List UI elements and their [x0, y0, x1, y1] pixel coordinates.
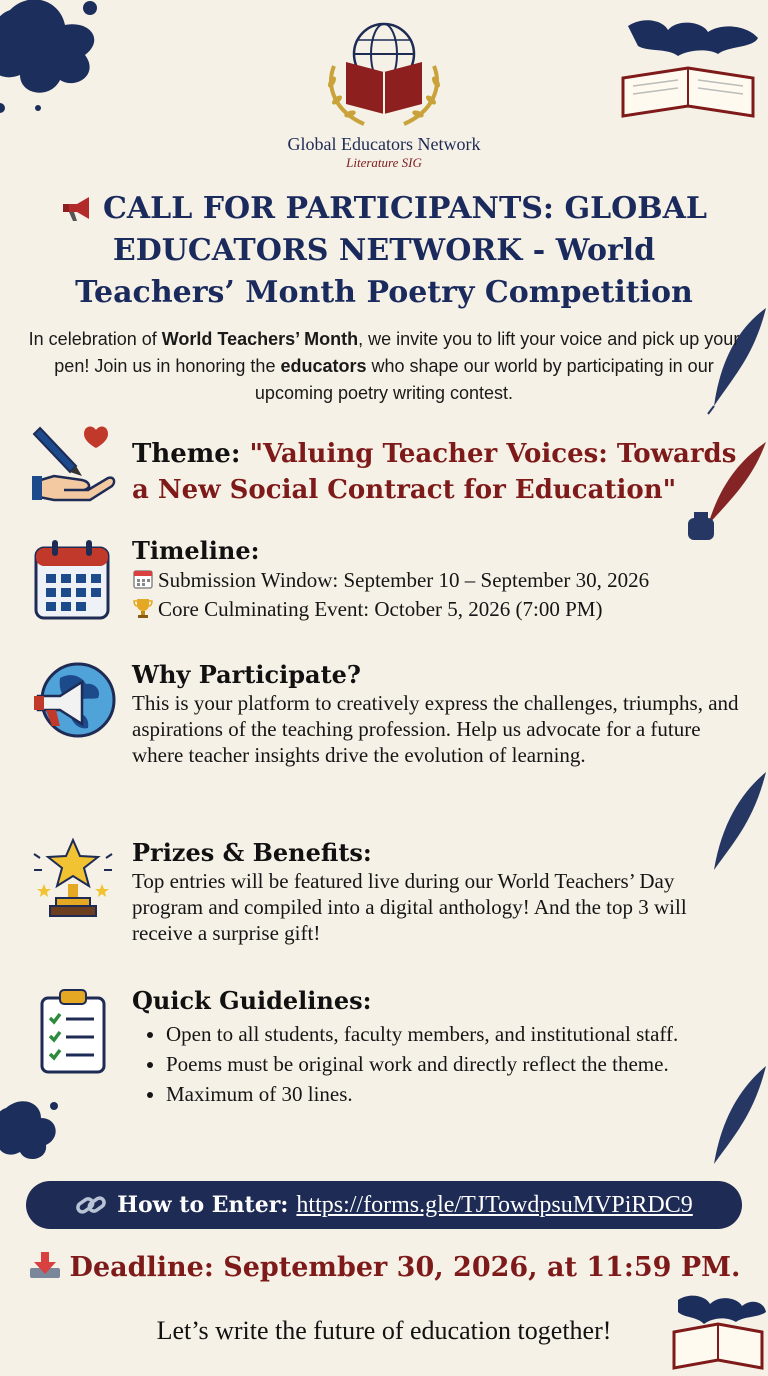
- how-to-enter-label: How to Enter:: [117, 1192, 289, 1218]
- intro-bold-1: World Teachers’ Month: [161, 329, 359, 349]
- how-to-enter-bar: [26, 1181, 742, 1229]
- guidelines-list: [132, 1020, 742, 1108]
- prizes-section: [132, 838, 742, 946]
- guideline-item: • Poems must be original work and directly reflect the theme.: [166, 1050, 742, 1078]
- org-subtitle: Literature SIG: [346, 155, 422, 170]
- intro-text-3: who shape our world by participating in our upcoming poetry writing contest.: [254, 356, 714, 403]
- theme-section: [132, 436, 742, 508]
- guideline-item: • Maximum of 30 lines.: [166, 1080, 742, 1108]
- calendar-icon: [30, 536, 116, 622]
- closing-line: Let’s write the future of education together!: [156, 1316, 612, 1345]
- trophy-star-icon: [30, 836, 116, 922]
- intro-text-2: , we invite you to lift your voice and pick up your pen! Join us in honoring the: [54, 329, 740, 376]
- submission-window-text: Submission Window: September 10 – September 30, 2026: [158, 568, 650, 592]
- timeline-section: [132, 536, 742, 624]
- guideline-item: • Open to all students, faculty members, and institutional staff.: [166, 1020, 742, 1048]
- megaphone-icon: [61, 194, 95, 222]
- ink-splatter-decoration: [0, 0, 110, 130]
- deadline-text: Deadline: September 30, 2026, at 11:59 PM.: [69, 1252, 741, 1283]
- calendar-small-icon: [132, 568, 154, 590]
- ink-splatter-decoration-bottom: [0, 1090, 66, 1170]
- timeline-submission: [132, 566, 742, 595]
- why-body: This is your platform to creatively express the challenges, triumphs, and aspirations of the teaching profession. Help us advocate for a future where teacher insights drive the evolution of learning.: [132, 691, 739, 767]
- title-text: CALL FOR PARTICIPANTS: GLOBAL EDUCATORS NETWORK - World Teachers’ Month Poetry Competition: [75, 191, 708, 310]
- theme-label: Theme:: [132, 439, 250, 469]
- prizes-body: Top entries will be featured live during our World Teachers’ Day program and compiled into a digital anthology! And the top 3 will receive a surprise gift!: [132, 869, 687, 945]
- globe-megaphone-icon: [30, 658, 116, 744]
- why-heading: Why Participate?: [132, 660, 361, 689]
- guidelines-section: [132, 986, 742, 1110]
- clipboard-checklist-icon: [30, 988, 116, 1074]
- deadline: [0, 1250, 768, 1283]
- intro-paragraph: [20, 326, 748, 407]
- download-icon: [28, 1250, 62, 1280]
- page-title: [40, 188, 728, 314]
- world-map-book-decoration: [608, 8, 768, 128]
- intro-bold-2: educators: [280, 356, 367, 376]
- link-icon: [75, 1191, 107, 1219]
- intro-text-1: In celebration of: [28, 329, 162, 349]
- theme-quote: "Valuing Teacher Voices: Towards a New Social Contract for Education": [132, 439, 737, 505]
- org-name: Global Educators Network: [287, 134, 481, 154]
- prizes-heading: Prizes & Benefits:: [132, 838, 372, 867]
- theme-heading: [132, 436, 742, 508]
- trophy-small-icon: [132, 597, 154, 619]
- timeline-event: [132, 595, 742, 624]
- timeline-heading: Timeline:: [132, 536, 260, 565]
- globe-book-logo: [304, 16, 464, 136]
- core-event-text: Core Culminating Event: October 5, 2026 (7:00 PM): [158, 597, 603, 621]
- guidelines-heading: Quick Guidelines:: [132, 986, 372, 1015]
- pen-heart-hand-icon: [30, 420, 116, 506]
- why-section: [132, 660, 742, 768]
- entry-form-link[interactable]: https://forms.gle/TJTowdpsuMVPiRDC9: [296, 1191, 693, 1218]
